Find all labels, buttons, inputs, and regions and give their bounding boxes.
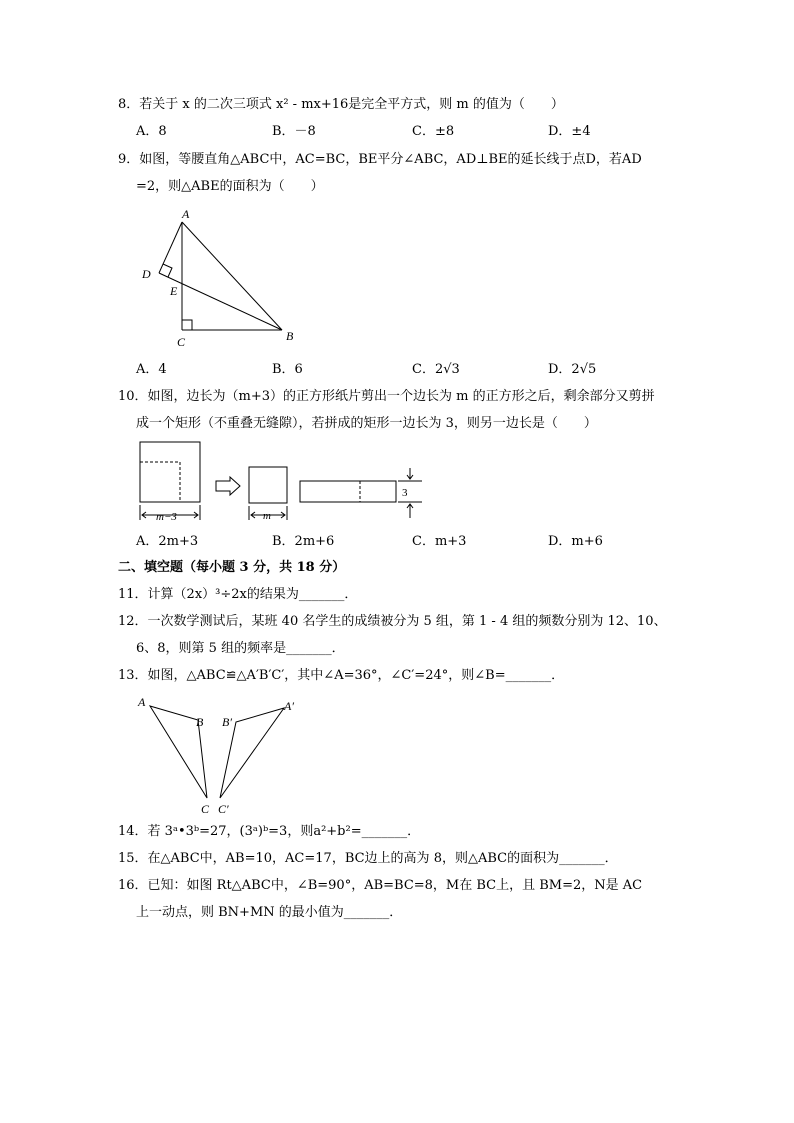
label-a: A <box>182 207 190 221</box>
q10-option-c: C．m+3 <box>412 534 467 549</box>
q12-line1: 12．一次数学测试后，某班 40 名学生的成绩被分为 5 组，第 1 - 4 组的频数分别为 12、10、 <box>118 614 667 629</box>
segment-ad <box>159 222 182 273</box>
label-e: E <box>170 284 178 298</box>
q9-triangle-figure <box>130 204 310 354</box>
q10-option-b: B．2m+6 <box>272 534 335 549</box>
q9-option-a: A．4 <box>136 362 167 377</box>
q10-option-d: D．m+6 <box>548 534 603 549</box>
q9-option-c: C．2√3 <box>412 362 460 377</box>
result-rectangle <box>300 481 396 502</box>
label-m: m <box>263 510 271 522</box>
q12-line2: 6、8，则第 5 组的频率是_______． <box>136 641 345 656</box>
label-c: C <box>177 335 186 349</box>
q9-line1: 9．如图，等腰直角△ABC中，AC=BC，BE平分∠ABC，AD⊥BE的延长线于点D，若AD <box>118 152 642 167</box>
q10-option-a: A．2m+3 <box>136 534 199 549</box>
q11-text: 11．计算（2x）³÷2x的结果为_______． <box>118 587 358 602</box>
q10-line1: 10．如图，边长为（m+3）的正方形纸片剪出一个边长为 m 的正方形之后，剩余部分又剪拼 <box>118 389 655 404</box>
q13-text: 13．如图，△ABC≌△A′B′C′，其中∠A=36°，∠C′=24°，则∠B=_______． <box>118 668 565 683</box>
q16-line1: 16．已知：如图 Rt△ABC中，∠B=90°，AB=BC=8，M在 BC上，且 BM=2，N是 AC <box>118 878 643 893</box>
q10-figure <box>134 438 444 524</box>
label-b: B <box>196 715 204 729</box>
section-2-heading: 二、填空题（每小题 3 分，共 18 分） <box>118 560 346 575</box>
q9-line2: =2，则△ABE的面积为（ ） <box>136 179 324 194</box>
label-b-prime: B′ <box>222 715 232 729</box>
q8-text: 8．若关于 x 的二次三项式 x² - mx+16是完全平方式，则 m 的值为（ ） <box>118 97 564 112</box>
hollow-arrow <box>216 477 240 495</box>
inner-square-dashed <box>140 462 180 502</box>
q9-option-d: D．2√5 <box>548 362 597 377</box>
label-c-prime: C′ <box>218 802 229 816</box>
segment-ab <box>182 222 282 330</box>
q15-text: 15．在△ABC中，AB=10，AC=17，BC边上的高为 8，则△ABC的面积为_______． <box>118 851 618 866</box>
q16-line2: 上一动点，则 BN+MN 的最小值为_______． <box>136 905 403 920</box>
q14-text: 14．若 3ᵃ•3ᵇ=27，(3ᵃ)ᵇ=3，则a²+b²=_______． <box>118 824 421 839</box>
label-c: C <box>201 802 210 816</box>
label-3: 3 <box>402 487 408 499</box>
q8-option-d: D．±4 <box>548 124 591 139</box>
q8-option-a: A．8 <box>136 124 167 139</box>
q9-option-b: B．6 <box>272 362 303 377</box>
label-m-minus-3: m−3 <box>156 511 177 523</box>
q8-option-b: B．－8 <box>272 124 316 139</box>
segment-db <box>159 273 282 330</box>
q10-line2: 成一个矩形（不重叠无缝隙），若拼成的矩形一边长为 3，则另一边长是（ ） <box>136 416 597 431</box>
label-b: B <box>286 329 294 343</box>
label-d: D <box>142 267 151 281</box>
label-a: A <box>138 695 146 709</box>
label-a-prime: A′ <box>284 699 294 713</box>
q8-option-c: C．±8 <box>412 124 455 139</box>
right-angle-c <box>182 320 192 330</box>
q13-triangles-figure <box>134 692 314 820</box>
middle-square <box>249 467 287 503</box>
big-square <box>140 442 200 502</box>
